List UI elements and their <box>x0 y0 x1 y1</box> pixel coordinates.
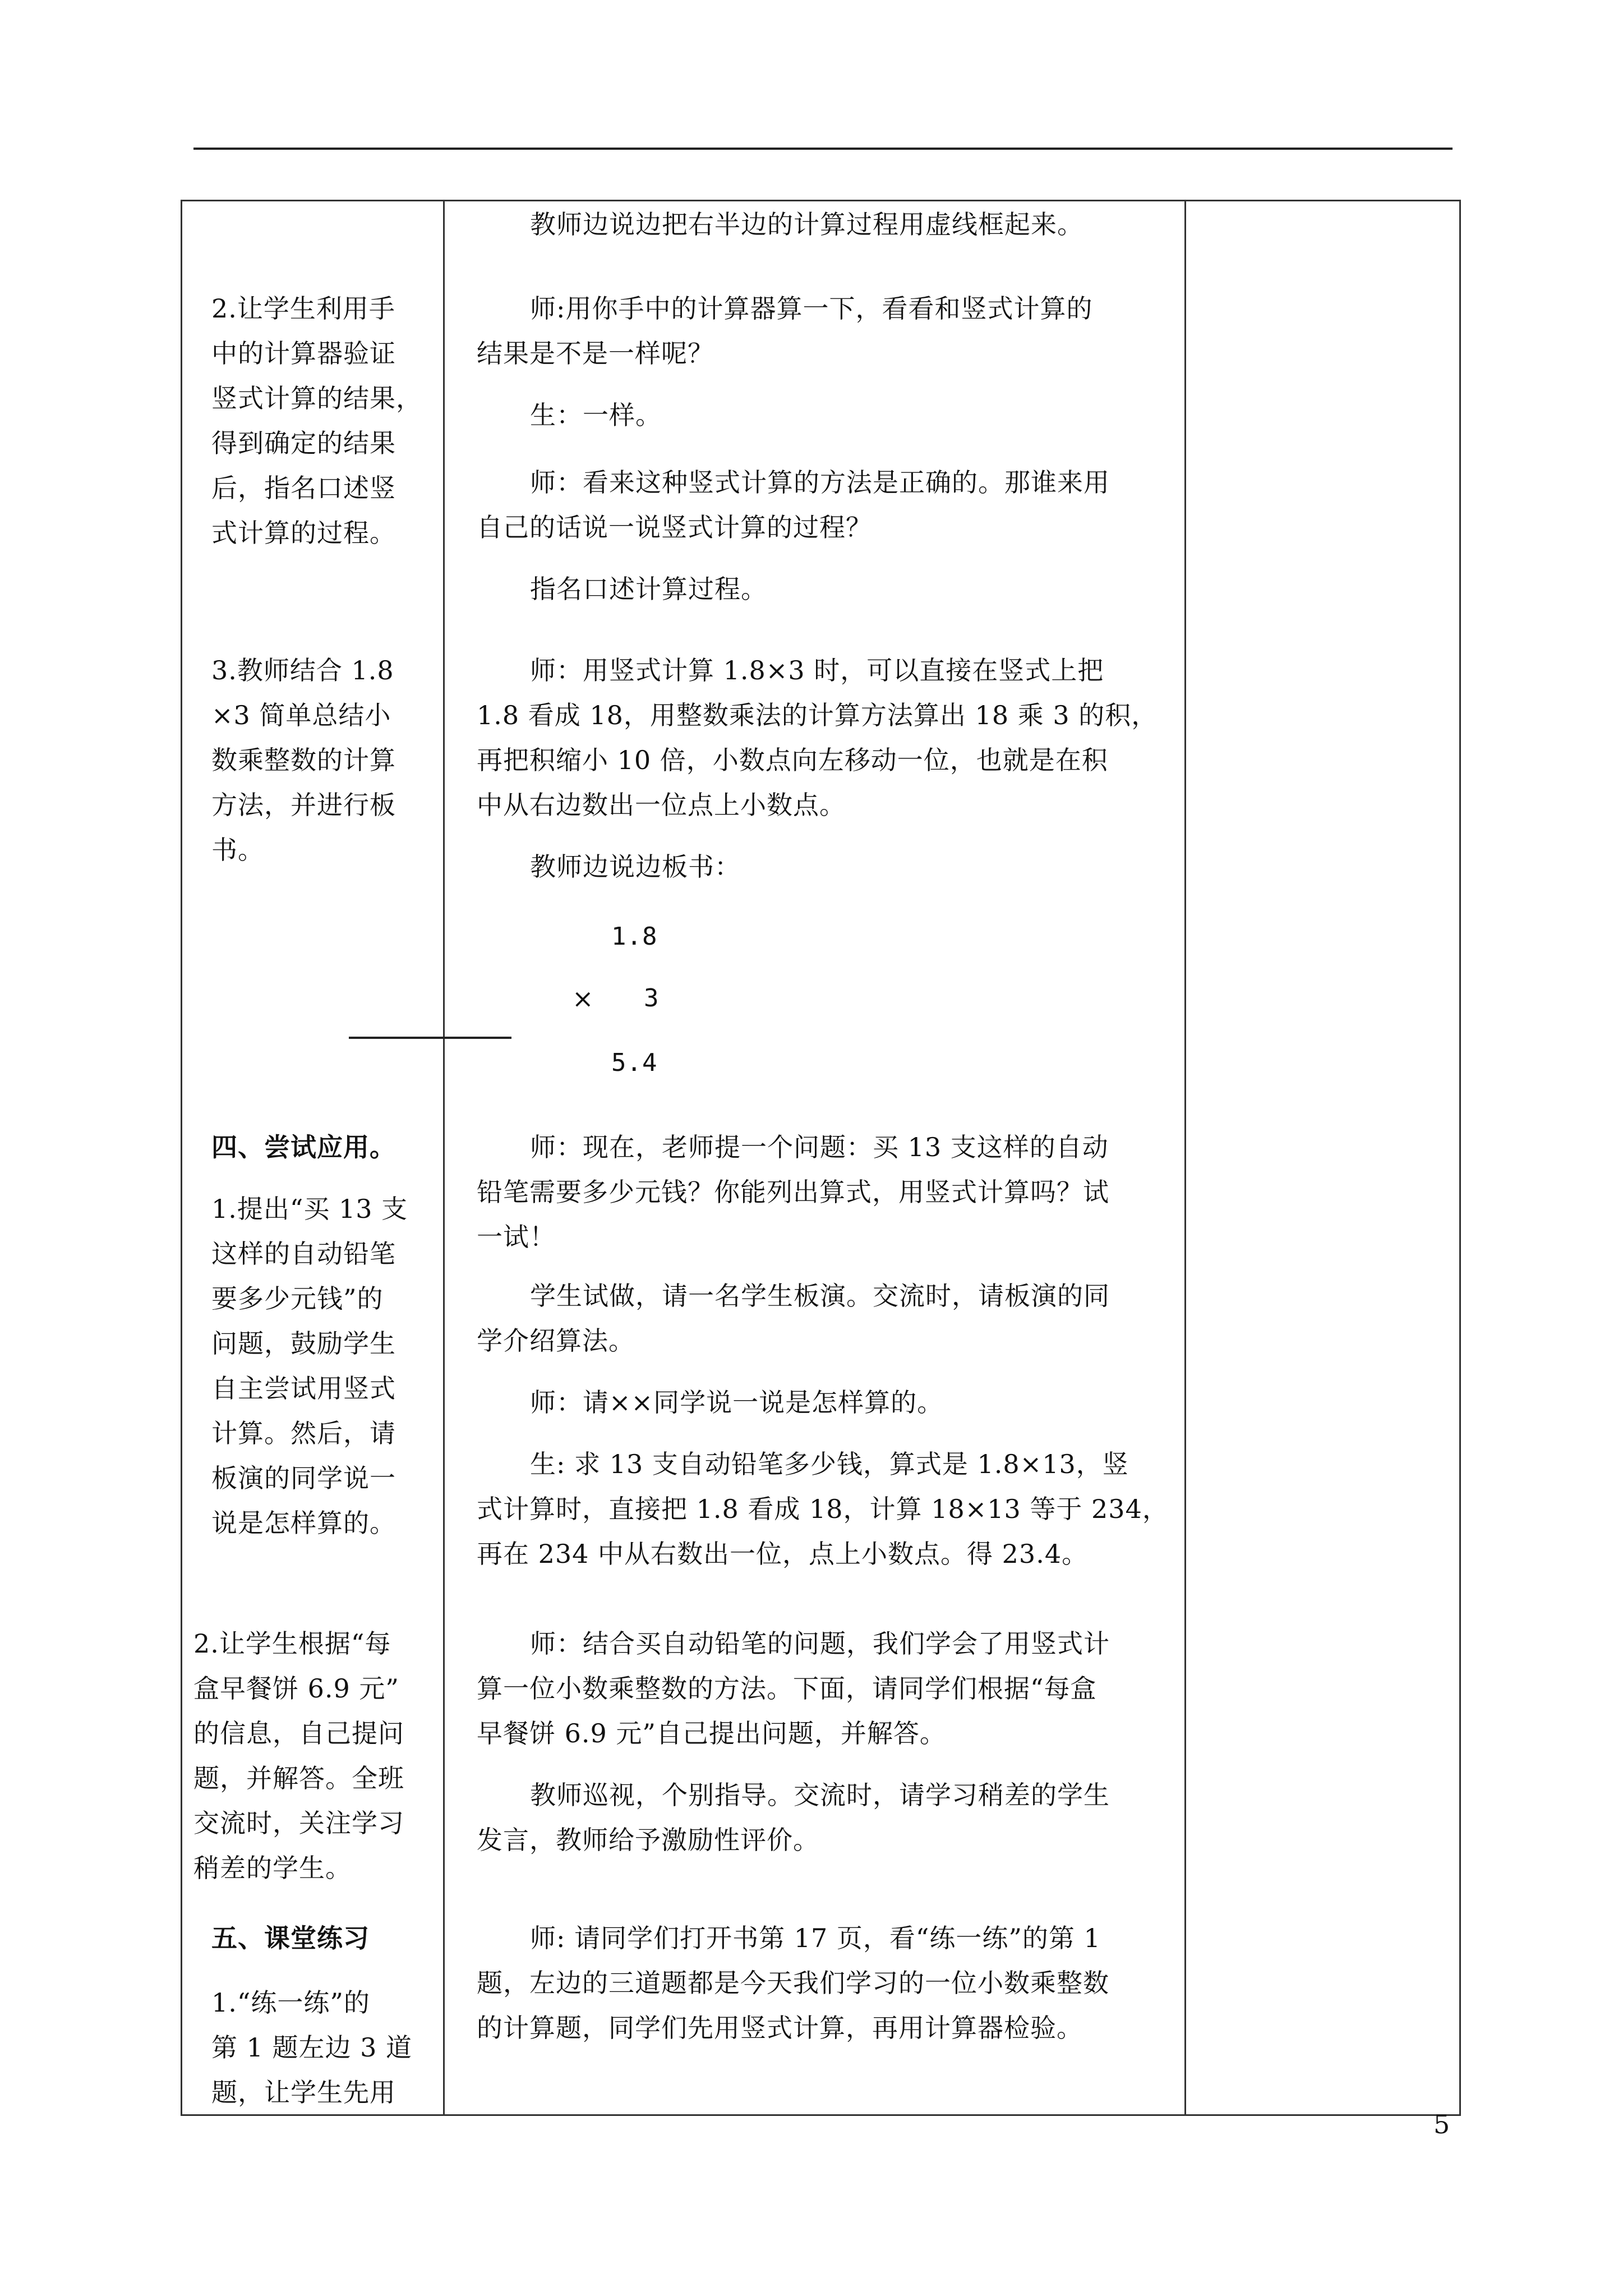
left-line: 1.提出“买 13 支 <box>211 1194 408 1224</box>
middle-line: 师：用竖式计算 1.8×3 时，可以直接在竖式上把 <box>530 655 1104 685</box>
middle-line: 教师边说边板书： <box>530 852 741 882</box>
middle-line: 的计算题，同学们先用竖式计算，再用计算器检验。 <box>477 2013 1083 2043</box>
middle-line: 教师边说边把右半边的计算过程用虚线框起来。 <box>530 209 1083 240</box>
left-line: 竖式计算的结果， <box>211 383 422 413</box>
left-line: 第 1 题左边 3 道 <box>211 2032 413 2063</box>
left-line: 这样的自动铅笔 <box>211 1239 396 1269</box>
middle-line: 学介绍算法。 <box>477 1326 635 1356</box>
left-line: 说是怎样算的。 <box>211 1508 396 1538</box>
left-line: 得到确定的结果 <box>211 428 396 458</box>
left-line: 数乘整数的计算 <box>211 745 396 775</box>
middle-line: 教师巡视，个别指导。交流时，请学习稍差的学生 <box>530 1780 1110 1810</box>
middle-line: 师: 请同学们打开书第 17 页，看“练一练”的第 1 <box>530 1923 1101 1953</box>
left-line: 方法，并进行板 <box>211 790 396 820</box>
middle-line: 铅笔需要多少元钱？你能列出算式，用竖式计算吗？试 <box>477 1177 1109 1207</box>
left-line: 板演的同学说一 <box>211 1463 396 1493</box>
middle-line: 自己的话说一说竖式计算的过程？ <box>477 512 872 542</box>
left-line: 2.让学生利用手 <box>211 293 395 324</box>
section-heading: 四、尝试应用。 <box>211 1132 396 1162</box>
left-line: 后，指名口述竖 <box>211 473 396 503</box>
middle-line: 师：看来这种竖式计算的方法是正确的。那谁来用 <box>530 467 1110 498</box>
middle-line: 生: 求 13 支自动铅笔多少钱，算式是 1.8×13，竖 <box>530 1449 1129 1479</box>
left-line: 的信息，自己提问 <box>193 1718 404 1749</box>
left-line: 盒早餐饼 6.9 元” <box>193 1673 399 1704</box>
middle-line: 师:用你手中的计算器算一下，看看和竖式计算的 <box>530 293 1093 324</box>
column-divider-1 <box>443 201 445 2114</box>
left-line: 书。 <box>211 835 264 865</box>
middle-line: 师：现在，老师提一个问题：买 13 支这样的自动 <box>530 1132 1109 1162</box>
left-line: 稍差的学生。 <box>193 1853 352 1883</box>
middle-line: 算一位小数乘整数的方法。下面，请同学们根据“每盒 <box>477 1673 1097 1704</box>
left-line: 3.教师结合 1.8 <box>211 655 394 685</box>
left-line: ×3 简单总结小 <box>211 700 391 730</box>
middle-line: 指名口述计算过程。 <box>530 574 767 604</box>
calc-operator: × <box>572 983 594 1014</box>
left-line: 中的计算器验证 <box>211 338 396 369</box>
middle-line: 一试！ <box>477 1222 556 1252</box>
calc-multiplier: 3 <box>644 984 660 1013</box>
middle-line: 发言，教师给予激励性评价。 <box>477 1825 819 1855</box>
middle-line: 结果是不是一样呢？ <box>477 338 714 369</box>
left-line: 题，并解答。全班 <box>193 1763 404 1793</box>
middle-line: 早餐饼 6.9 元”自己提出问题，并解答。 <box>477 1718 946 1749</box>
middle-line: 式计算时，直接把 1.8 看成 18，计算 18×13 等于 234， <box>477 1494 1169 1524</box>
middle-line: 再在 234 中从右数出一位，点上小数点。得 23.4。 <box>477 1539 1089 1569</box>
left-line: 2.让学生根据“每 <box>193 1628 391 1659</box>
calc-multiplicand: 1.8 <box>611 922 658 951</box>
page-number: 5 <box>1433 2109 1450 2139</box>
section-heading: 五、课堂练习 <box>211 1923 370 1953</box>
middle-line: 师：结合买自动铅笔的问题，我们学会了用竖式计 <box>530 1628 1110 1659</box>
left-line: 1.“练一练”的 <box>211 1987 370 2018</box>
header-rule <box>193 148 1453 150</box>
left-line: 计算。然后，请 <box>211 1418 396 1448</box>
left-line: 题，让学生先用 <box>211 2077 396 2108</box>
middle-line: 学生试做，请一名学生板演。交流时，请板演的同 <box>530 1281 1110 1311</box>
left-line: 自主尝试用竖式 <box>211 1373 396 1404</box>
left-line: 问题，鼓励学生 <box>211 1328 396 1359</box>
middle-line: 再把积缩小 10 倍，小数点向左移动一位，也就是在积 <box>477 745 1108 775</box>
middle-line: 中从右边数出一位点上小数点。 <box>477 790 846 820</box>
left-line: 式计算的过程。 <box>211 518 396 548</box>
column-divider-2 <box>1184 201 1186 2114</box>
middle-line: 1.8 看成 18，用整数乘法的计算方法算出 18 乘 3 的积， <box>477 700 1158 730</box>
calc-product: 5.4 <box>611 1048 658 1077</box>
left-line: 交流时，关注学习 <box>193 1808 404 1838</box>
left-line: 要多少元钱”的 <box>211 1283 384 1314</box>
middle-line: 题，左边的三道题都是今天我们学习的一位小数乘整数 <box>477 1968 1109 1998</box>
calc-rule <box>349 1037 511 1039</box>
middle-line: 师：请××同学说一说是怎样算的。 <box>530 1387 944 1418</box>
middle-line: 生：一样。 <box>530 400 662 430</box>
